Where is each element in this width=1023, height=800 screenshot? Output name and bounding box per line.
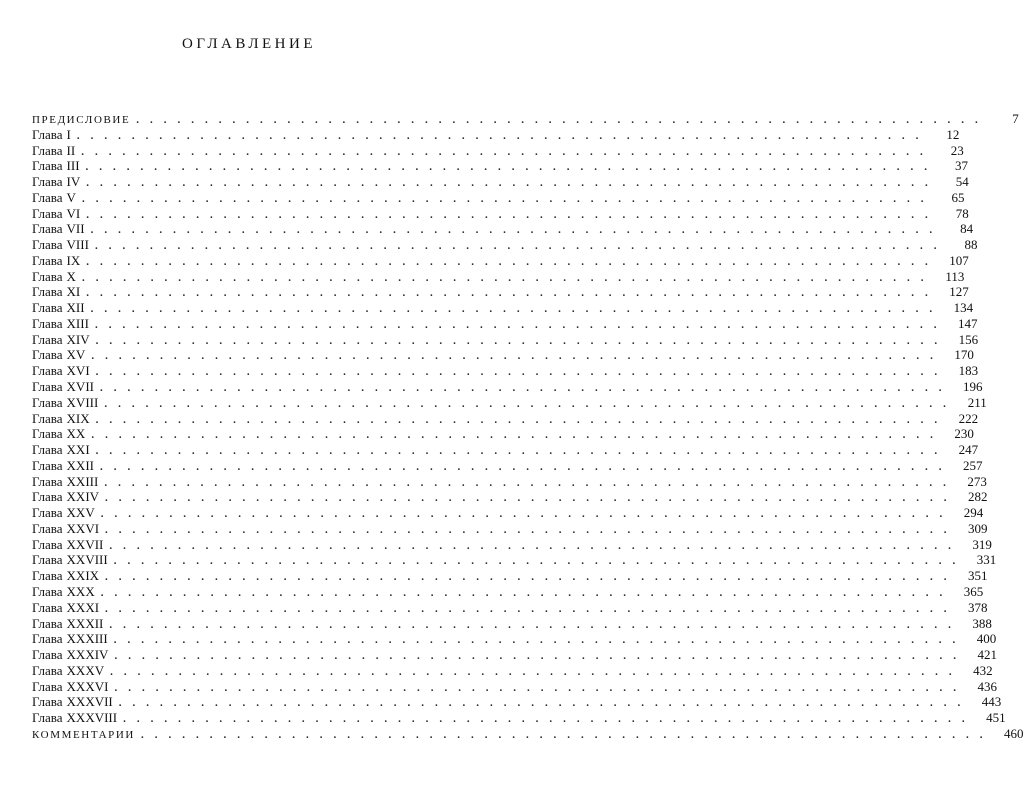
chapter-number: XXXI (66, 599, 100, 615)
dot-leader: .............................................................. (94, 318, 948, 331)
toc-page-number: 134 (953, 300, 974, 316)
page-title: ОГЛАВЛЕНИЕ (182, 36, 316, 52)
toc-entry-chapter[interactable] (32, 410, 979, 427)
toc-entry-chapter[interactable] (32, 142, 964, 159)
dot-leader: .............................................................. (90, 224, 944, 237)
toc-entry-label (32, 158, 80, 174)
toc-page-number: 451 (986, 710, 1006, 726)
chapter-number: XVIII (66, 394, 99, 410)
chapter-number: XIV (66, 331, 90, 347)
dot-leader: .............................................................. (76, 129, 930, 142)
toc-entry-label: КОММЕНТАРИИ (32, 728, 135, 741)
toc-entry-label (32, 631, 108, 647)
toc-entry-label (32, 505, 95, 521)
toc-entry-commentary[interactable] (32, 725, 1023, 742)
chapter-word: Глава (32, 205, 63, 221)
toc-entry-chapter[interactable] (32, 363, 979, 379)
dot-leader: .............................................................. (105, 492, 958, 505)
dot-leader: .............................................................. (95, 413, 949, 426)
chapter-word: Глава (32, 457, 63, 473)
chapter-number: XXIX (66, 568, 100, 584)
toc-entry-label (32, 347, 85, 363)
toc-entry-label (32, 363, 90, 379)
toc-page-number: 436 (977, 678, 997, 694)
chapter-number: XX (66, 426, 86, 442)
toc-entry-chapter[interactable] (32, 583, 984, 600)
toc-entry-chapter[interactable] (32, 300, 974, 316)
dot-leader: .............................................................. (105, 602, 958, 615)
chapter-word: Глава (32, 252, 63, 268)
toc-entry-chapter[interactable] (32, 599, 988, 616)
toc-page-number: 421 (977, 647, 997, 663)
chapter-number: XVII (66, 379, 94, 395)
chapter-number: IV (66, 174, 81, 190)
toc-entry-chapter[interactable] (32, 678, 997, 695)
chapter-word: Глава (32, 174, 63, 190)
toc-entry-chapter[interactable] (32, 268, 965, 285)
chapter-word: Глава (32, 331, 63, 347)
chapter-word: Глава (32, 615, 63, 631)
toc-entry-label (32, 568, 99, 584)
toc-entry-chapter[interactable] (32, 189, 965, 206)
toc-entry-label (32, 379, 94, 395)
chapter-number: XXX (66, 583, 95, 599)
dot-leader: .............................................................. (81, 145, 934, 158)
toc-entry-chapter[interactable] (32, 205, 969, 222)
toc-entry-label (32, 474, 98, 490)
chapter-number: XXVIII (66, 552, 108, 568)
toc-entry-chapter[interactable] (32, 126, 960, 143)
dot-leader: .............................................................. (86, 177, 939, 190)
chapter-number: XXXVI (66, 678, 109, 694)
chapter-word: Глава (32, 583, 63, 599)
toc-entry-chapter[interactable] (32, 631, 997, 647)
toc-entry-chapter[interactable] (32, 457, 983, 474)
chapter-number: XIX (66, 410, 90, 426)
toc-entry-label (32, 127, 71, 143)
chapter-word: Глава (32, 568, 63, 584)
chapter-number: XXIII (66, 473, 99, 489)
dot-leader: .............................................................. (140, 728, 994, 741)
dot-leader: .............................................................. (100, 508, 954, 521)
chapter-word: Глава (32, 284, 63, 300)
chapter-number: III (66, 158, 80, 174)
toc-page-number: 365 (963, 583, 984, 599)
chapter-number: XXXVII (66, 694, 113, 710)
toc-entry-label (32, 552, 108, 568)
toc-entry-chapter[interactable] (32, 221, 974, 237)
chapter-number: XXXV (66, 662, 105, 678)
toc-entry-label (32, 332, 90, 348)
toc-page-number: 127 (949, 284, 969, 300)
chapter-word: Глава (32, 347, 63, 363)
chapter-word: Глава (32, 647, 63, 663)
toc-page-number: 294 (963, 505, 984, 521)
toc-page-number: 460 (1003, 725, 1023, 741)
toc-page-number: 23 (950, 142, 964, 158)
toc-entry-chapter[interactable] (32, 237, 978, 253)
dot-leader: .............................................................. (104, 476, 957, 489)
chapter-number: VIII (66, 237, 89, 253)
toc-entry-label: ПРЕДИСЛОВИЕ (32, 114, 131, 126)
toc-page-number: 12 (946, 126, 960, 142)
toc-page-number: 319 (972, 536, 992, 552)
toc-entry-label (32, 253, 80, 269)
toc-page-number: 7 (1012, 111, 1019, 126)
toc-page-number: 309 (968, 520, 988, 536)
toc-entry-chapter[interactable] (32, 615, 992, 632)
dot-leader: .............................................................. (91, 350, 944, 363)
toc-entry-label (32, 143, 75, 159)
toc-page-number: 388 (972, 615, 992, 631)
chapter-number: XV (66, 347, 86, 363)
chapter-number: XXVI (66, 520, 100, 536)
chapter-word: Глава (32, 631, 63, 647)
dot-leader: .............................................................. (109, 539, 962, 552)
toc-entry-label (32, 442, 90, 458)
dot-leader: .............................................................. (99, 460, 953, 473)
dot-leader: .............................................................. (81, 271, 935, 284)
toc-entry-label (32, 710, 117, 726)
toc-entry-label (32, 616, 103, 632)
toc-entry-chapter[interactable] (32, 174, 969, 190)
chapter-word: Глава (32, 473, 63, 489)
toc-entry-label (32, 521, 99, 537)
toc-entry-chapter[interactable] (32, 252, 969, 269)
dot-leader: .............................................................. (81, 192, 935, 205)
table-of-contents (32, 111, 1023, 742)
dot-leader: .............................................................. (94, 240, 948, 253)
toc-page-number: 156 (958, 331, 979, 347)
toc-entry-chapter[interactable] (32, 347, 974, 363)
dot-leader: .............................................................. (91, 429, 944, 442)
chapter-number: XII (66, 300, 85, 316)
dot-leader: .............................................................. (100, 586, 954, 599)
chapter-number: XXI (66, 442, 90, 458)
toc-entry-label (32, 537, 103, 553)
toc-page-number: 65 (951, 189, 965, 205)
toc-entry-label (32, 269, 76, 285)
toc-entry-label (32, 316, 89, 332)
chapter-number: II (66, 142, 76, 158)
chapter-word: Глава (32, 710, 63, 726)
toc-page-number: 351 (968, 568, 988, 584)
chapter-word: Глава (32, 394, 63, 410)
toc-page-number: 282 (968, 489, 988, 505)
toc-entry-chapter[interactable] (32, 284, 969, 300)
dot-leader: .............................................................. (114, 681, 967, 694)
toc-page-number: 37 (955, 158, 969, 174)
toc-entry-chapter[interactable] (32, 426, 974, 442)
toc-entry-label (32, 221, 85, 237)
chapter-number: VI (66, 205, 81, 221)
chapter-number: XIII (66, 315, 89, 331)
toc-entry-chapter[interactable] (32, 647, 997, 663)
toc-entry-label (32, 284, 80, 300)
toc-entry-label (32, 679, 108, 695)
toc-page-number: 183 (958, 363, 979, 379)
chapter-word: Глава (32, 536, 63, 552)
chapter-number: V (66, 189, 76, 205)
chapter-number: XXVII (66, 536, 104, 552)
chapter-word: Глава (32, 158, 63, 174)
chapter-word: Глава (32, 142, 63, 158)
toc-page-number: 78 (955, 205, 969, 221)
dot-leader: .............................................................. (113, 634, 967, 647)
toc-page-number: 273 (967, 473, 987, 489)
chapter-word: Глава (32, 126, 63, 142)
toc-entry-label (32, 647, 108, 663)
dot-leader: .............................................................. (90, 303, 944, 316)
toc-entry-chapter[interactable] (32, 662, 993, 679)
toc-entry-label (32, 237, 89, 253)
toc-entry-chapter[interactable] (32, 710, 1006, 726)
toc-page-number: 230 (954, 426, 974, 442)
toc-entry-label (32, 694, 113, 710)
dot-leader: .............................................................. (113, 555, 967, 568)
toc-entry-chapter[interactable] (32, 331, 979, 348)
dot-leader: .............................................................. (110, 665, 963, 678)
chapter-word: Глава (32, 315, 63, 331)
toc-entry-chapter[interactable] (32, 552, 997, 568)
chapter-word: Глава (32, 237, 63, 253)
toc-entry-label (32, 458, 94, 474)
chapter-word: Глава (32, 599, 63, 615)
dot-leader: .............................................................. (85, 161, 939, 174)
chapter-number: XXII (66, 457, 94, 473)
toc-entry-label (32, 584, 95, 600)
chapter-number: XXV (66, 505, 95, 521)
chapter-number: XI (66, 284, 81, 300)
toc-page-number: 257 (962, 457, 983, 473)
chapter-number: XVI (66, 363, 90, 379)
toc-entry-label (32, 426, 85, 442)
chapter-word: Глава (32, 379, 63, 395)
dot-leader: .............................................................. (109, 618, 962, 631)
dot-leader: .............................................................. (123, 713, 976, 726)
dot-leader: .............................................................. (95, 366, 949, 379)
chapter-number: XXXVIII (66, 710, 118, 726)
chapter-number: VII (66, 221, 85, 237)
toc-entry-label (32, 600, 99, 616)
toc-page-number: 432 (973, 662, 993, 678)
toc-page-number: 196 (962, 379, 983, 395)
dot-leader: .............................................................. (86, 208, 939, 221)
chapter-number: XXXIII (66, 631, 108, 647)
chapter-number: XXXIV (66, 647, 109, 663)
chapter-word: Глава (32, 678, 63, 694)
toc-entry-chapter[interactable] (32, 536, 992, 553)
toc-entry-chapter[interactable] (32, 315, 978, 332)
dot-leader: .............................................................. (136, 114, 989, 126)
chapter-number: XXXII (66, 615, 104, 631)
toc-entry-label (32, 489, 99, 505)
dot-leader: .............................................................. (114, 650, 967, 663)
toc-page-number: 247 (958, 442, 979, 458)
chapter-word: Глава (32, 300, 63, 316)
dot-leader: .............................................................. (105, 523, 958, 536)
chapter-word: Глава (32, 363, 63, 379)
chapter-word: Глава (32, 268, 63, 284)
toc-entry-label (32, 411, 90, 427)
chapter-word: Глава (32, 426, 63, 442)
toc-page-number: 170 (954, 347, 974, 363)
dot-leader: .............................................................. (105, 571, 958, 584)
toc-page-number: 443 (981, 694, 1002, 710)
toc-entry-label (32, 663, 104, 679)
toc-entry-label (32, 174, 80, 190)
toc-page-number: 84 (960, 221, 974, 237)
toc-page-number: 88 (964, 237, 978, 253)
toc-entry-chapter[interactable] (32, 568, 988, 584)
chapter-word: Глава (32, 489, 63, 505)
toc-page-number: 331 (976, 552, 997, 568)
chapter-word: Глава (32, 662, 63, 678)
chapter-word: Глава (32, 410, 63, 426)
chapter-word: Глава (32, 189, 63, 205)
toc-entry-chapter[interactable] (32, 489, 988, 505)
toc-entry-label (32, 395, 98, 411)
toc-entry-label (32, 206, 80, 222)
dot-leader: .............................................................. (95, 445, 949, 458)
toc-entry-chapter[interactable] (32, 473, 987, 490)
toc-page-number: 107 (949, 252, 969, 268)
dot-leader: .............................................................. (86, 255, 939, 268)
toc-entry-label (32, 300, 85, 316)
dot-leader: .............................................................. (95, 334, 949, 347)
toc-entry-chapter[interactable] (32, 158, 969, 174)
toc-entry-chapter[interactable] (32, 694, 1002, 710)
toc-page-number: 54 (955, 174, 969, 190)
chapter-number: I (66, 126, 71, 142)
chapter-word: Глава (32, 442, 63, 458)
toc-page-number: 400 (976, 631, 997, 647)
toc-entry-preface[interactable] (32, 111, 1019, 127)
dot-leader: .............................................................. (86, 287, 939, 300)
chapter-number: X (66, 268, 76, 284)
dot-leader: .............................................................. (118, 697, 972, 710)
toc-entry-chapter[interactable] (32, 520, 988, 537)
toc-page-number: 222 (958, 410, 979, 426)
chapter-word: Глава (32, 505, 63, 521)
chapter-word: Глава (32, 520, 63, 536)
chapter-word: Глава (32, 694, 63, 710)
toc-page-number: 378 (968, 599, 988, 615)
chapter-word: Глава (32, 552, 63, 568)
chapter-number: IX (66, 252, 81, 268)
toc-entry-label (32, 190, 76, 206)
dot-leader: .............................................................. (104, 397, 957, 410)
toc-page-number: 113 (945, 268, 965, 284)
toc-entry-chapter[interactable] (32, 394, 987, 411)
toc-entry-chapter[interactable] (32, 442, 979, 458)
toc-entry-chapter[interactable] (32, 505, 984, 521)
chapter-number: XXIV (66, 489, 100, 505)
toc-page-number: 211 (967, 394, 987, 410)
chapter-word: Глава (32, 221, 63, 237)
toc-entry-chapter[interactable] (32, 379, 983, 395)
dot-leader: .............................................................. (99, 382, 953, 395)
toc-page-number: 147 (957, 315, 978, 331)
